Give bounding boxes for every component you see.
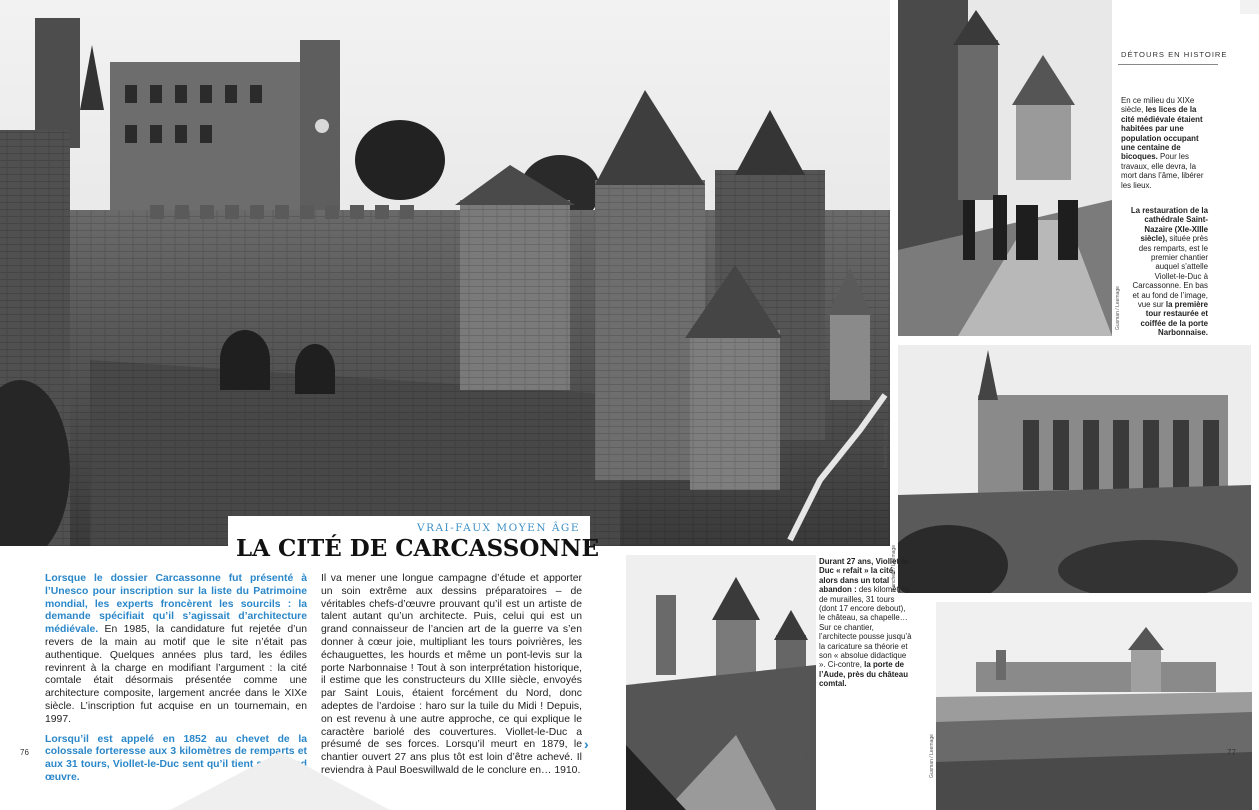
- decorative-chevron-shape: [170, 752, 390, 810]
- credit-street-photo: Gusman / Leemage: [1115, 286, 1121, 330]
- page-number-left: 76: [20, 748, 29, 757]
- caption-cathedral-bold2: la première tour restaurée et coiffée de la porte Narbonnaise.: [1140, 300, 1208, 338]
- caption-cathedral-bold: La restauration de la cathédrale Saint-Nazaire (XIe-XIIIe siècle),: [1130, 206, 1208, 244]
- photo-city-panorama: [936, 602, 1252, 810]
- continue-arrow-icon[interactable]: ›: [584, 736, 589, 752]
- paragraph-viollet-body: Il va mener une longue campagne d’étude et apporter un soin extrême aux dessins préparatoires – de véritables chefs-d’œuvre prouvant qu’il est un artiste de talent autant qu’un architecte. Puis, celui qui est un grand connaisseur de l’ancien art de la guerre va s’en donner à cœur joie, multipliant les tours poivrières, les échauguettes, les hourds et même un pont-levis sur la porte Narbonnaise ! Tout à son interprétation historique, il estime que les constructeurs du XIIIe siècle, envoyés par Saint Louis, étaient forcément du Nord, donc adeptes de l’ardoise : haro sur la tuile du Midi ! Depuis, on est revenu à une autre approche, ce qui explique le caractère bariolé des couvertures. Viollet-le-Duc a présumé de ses forces. Lorsqu’il meurt en 1879, le chantier ouvert 27 ans plus tôt est loin d’être achevé. Il reviendra à Paul Boeswillwald de le conclure en… 1910.: [321, 573, 582, 776]
- credit-panorama-photo: Gusman / Leemage: [929, 734, 935, 778]
- page-edge-tab: [1240, 0, 1259, 14]
- article-title: LA CITÉ DE CARCASSONNE: [236, 535, 599, 562]
- caption-lices-bold: les lices de la cité médiévale étaient habitées par une population occupant une centaine de bicoques.: [1121, 105, 1203, 162]
- photo-cathedral-saint-nazaire: [898, 345, 1251, 593]
- rubric-divider: [1118, 64, 1218, 65]
- caption-gate-bold: Durant 27 ans, Viollet-le-Duc « refait » la cité, alors dans un total abandon :: [819, 557, 911, 595]
- article-column-right: [321, 573, 582, 778]
- caption-porte-aude: [819, 557, 913, 689]
- credit-cathedral-photo: Bianchetti / Leemage: [891, 545, 897, 592]
- caption-gate-body: des kilomètres de murailles, 31 tours (dont 17 encore debout), le château, sa chapelle… Sur ce chantier, l’architecte pousse jusqu’à la caricature sa théorie et son « absolue didactique ». Ci-contre,: [819, 585, 912, 670]
- caption-cathedral-body: située près des remparts, est le premier chantier auquel s’attelle Viollet-le-Duc à Carcassonne. En bas et au fond de l’image, vue sur: [1132, 234, 1208, 310]
- photo-porte-de-laude: [626, 555, 816, 810]
- article-title-block: [228, 516, 599, 564]
- photo-lices-street: [898, 0, 1112, 336]
- caption-cathedral: [1130, 206, 1208, 338]
- caption-lices: [1121, 96, 1209, 190]
- paragraph-intro: [45, 573, 307, 727]
- page-number-right: 77: [1227, 748, 1236, 757]
- paragraph-intro-lead: Lorsque le dossier Carcassonne fut présenté à l’Unesco pour inscription sur la liste du Patrimoine mondial, les experts froncèrent les sourcils : la demande spécifiait qu’il s’agissait d’architecture médiévale.: [45, 573, 307, 636]
- article-kicker: VRAI-FAUX MOYEN ÂGE: [416, 522, 580, 534]
- paragraph-intro-body: En 1985, la candidature fut rejetée d’un revers de la main au motif que le site n’était pas authentique. Quelques années plus tard, les édiles revinrent à la charge en modifiant l’argument : la cité comtale était désormais présentée comme une architecture composite, largement ancrée dans le XIXe siècle. L’inscription fut acquise en un tournemain, en 1997.: [45, 624, 307, 725]
- caption-lices-body: Pour les travaux, elle devra, la mort dans l’âme, libérer les lieux.: [1121, 152, 1204, 190]
- paragraph-viollet-lead: Lorsqu’il est appelé en 1852 au chevet de la colossale forteresse aux 3 kilomètres de remparts et aux 31 tours, Viollet-le-Duc sent qu’il tient son grand œuvre.: [45, 733, 307, 783]
- credit-main-photo: Bianchetti / Leemage: [883, 421, 889, 468]
- section-rubric: DÉTOURS EN HISTOIRE: [1121, 50, 1228, 59]
- credit-gate-photo: Bianchetti / Leemage: [805, 713, 811, 760]
- caption-gate-bold2: la porte de l’Aude, près du château comtal.: [819, 660, 909, 689]
- main-photo-carcassonne-ramparts: [0, 0, 890, 546]
- caption-lices-lead: En ce milieu du XIXe siècle,: [1121, 96, 1195, 115]
